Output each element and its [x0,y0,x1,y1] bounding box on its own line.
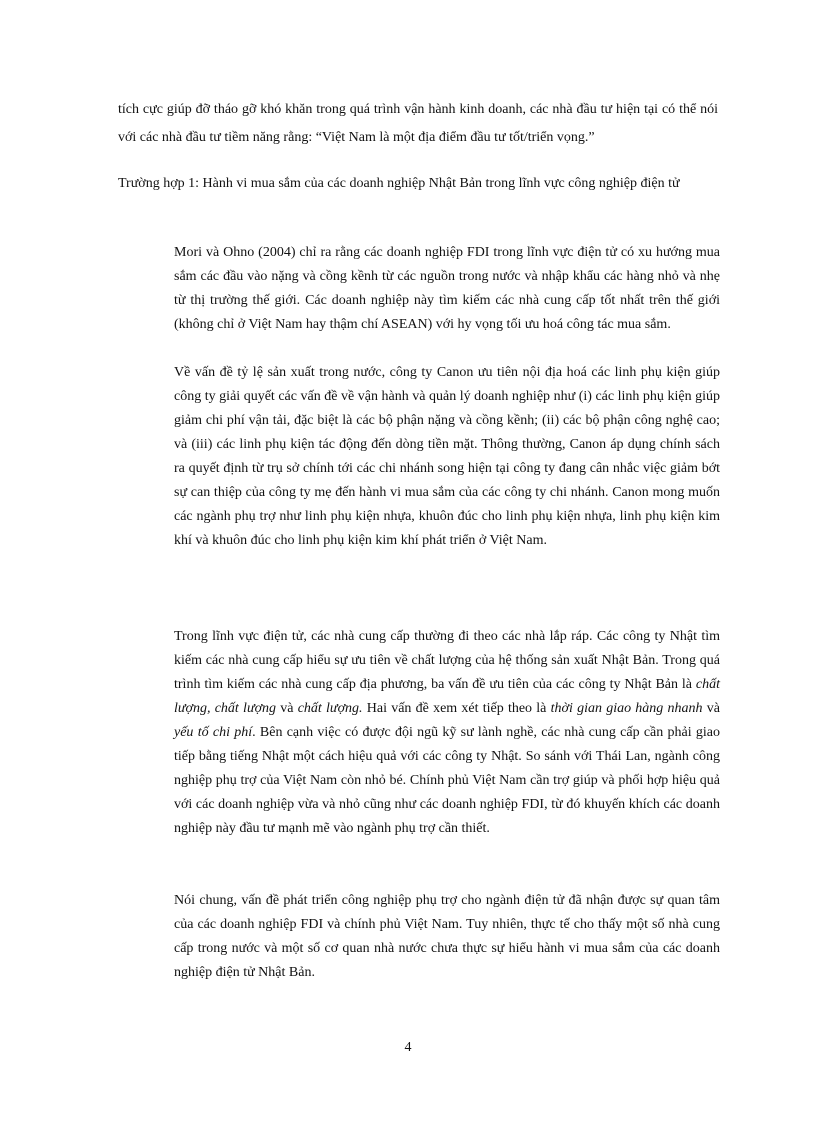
paragraph-4-block [174,889,720,985]
intro-paragraph: tích cực giúp đỡ tháo gỡ khó khăn trong quá trình vận hành kinh doanh, các nhà đầu tư hiện tại có thể nói với các nhà đầu tư tiềm năng rằng: “Việt Nam là một địa điểm đầu tư tốt/triển vọng.” [118,102,718,145]
paragraph-1: Mori và Ohno (2004) chỉ ra rằng các doanh nghiệp FDI trong lĩnh vực điện tử có xu hướng mua sắm các đầu vào nặng và cồng kềnh từ các nguồn trong nước và nhập khẩu các hàng nhỏ và nhẹ từ thị trường thế giới. Các doanh nghiệp này tìm kiếm các nhà cung cấp tốt nhất trên thế giới (không chỉ ở Việt Nam hay thậm chí ASEAN) với hy vọng tối ưu hoá công tác mua sắm. [174,245,720,332]
paragraph-3-part-a: Trong lĩnh vực điện tử, các nhà cung cấp thường đi theo các nhà lắp ráp. Các công ty Nhật tìm kiếm các nhà cung cấp hiểu sự ưu tiên về chất lượng của hệ thống sản xuất Nhật Bản. Trong quá trình tìm kiếm các nhà cung cấp địa phương, ba vấn đề ưu tiên của các công ty Nhật Bản là [174,629,720,692]
paragraph-3-italic-3: thời gian giao hàng nhanh [550,701,703,716]
case-heading: Trường hợp 1: Hành vi mua sắm của các doanh nghiệp Nhật Bản trong lĩnh vực công nghiệp điện tử [118,176,680,191]
paragraph-3-part-b: và [276,701,298,716]
paragraph-3-block [174,625,720,841]
paragraph-3-italic-1: chất lượng, chất lượng [174,677,720,716]
page-number: 4 [404,1040,412,1055]
paragraph-3-italic-2: chất lượng. [297,701,363,716]
paragraph-1-block [174,241,720,337]
paragraph-3-italic-4: yếu tố chi phí [174,725,253,740]
paragraph-3-part-d: và [702,701,720,716]
paragraph-2: Về vấn đề tỷ lệ sản xuất trong nước, công ty Canon ưu tiên nội địa hoá các linh phụ kiện giúp công ty giải quyết các vấn đề về vận hành và quản lý doanh nghiệp như (i) các linh phụ kiện giúp giảm chi phí vận tải, đặc biệt là các bộ phận nặng và cồng kềnh; (ii) các bộ phận công nghệ cao; và (iii) các linh phụ kiện tác động đến dòng tiền mặt. Thông thường, Canon áp dụng chính sách ra quyết định từ trụ sở chính tới các chi nhánh song hiện tại công ty đang cân nhắc việc giảm bớt sự can thiệp của công ty mẹ đến hành vi mua sắm của các công ty chi nhánh. Canon mong muốn các ngành phụ trợ như linh phụ kiện nhựa, khuôn đúc cho linh phụ kiện nhựa, linh phụ kiện kim khí và khuôn đúc cho linh phụ kiện kim khí phát triển ở Việt Nam. [174,365,720,548]
paragraph-3 [174,625,720,841]
paragraph-3-part-e: . Bên cạnh việc có được đội ngũ kỹ sư lành nghề, các nhà cung cấp cần phải giao tiếp bằng tiếng Nhật một cách hiệu quả với các công ty Nhật. So sánh với Thái Lan, ngành công nghiệp phụ trợ của Việt Nam còn nhỏ bé. Chính phủ Việt Nam cần trợ giúp và phối hợp hiệu quả với các doanh nghiệp vừa và nhỏ cũng như các doanh nghiệp FDI, từ đó khuyến khích các doanh nghiệp này đầu tư mạnh mẽ vào ngành phụ trợ cần thiết. [174,725,721,836]
paragraph-4: Nói chung, vấn đề phát triển công nghiệp phụ trợ cho ngành điện tử đã nhận được sự quan tâm của các doanh nghiệp FDI và chính phủ Việt Nam. Tuy nhiên, thực tế cho thấy một số nhà cung cấp trong nước và một số cơ quan nhà nước chưa thực sự hiểu hành vi mua sắm của các doanh nghiệp điện tử Nhật Bản. [174,893,720,980]
paragraph-3-part-c: Hai vấn đề xem xét tiếp theo là [362,701,551,716]
paragraph-2-block [174,361,720,553]
